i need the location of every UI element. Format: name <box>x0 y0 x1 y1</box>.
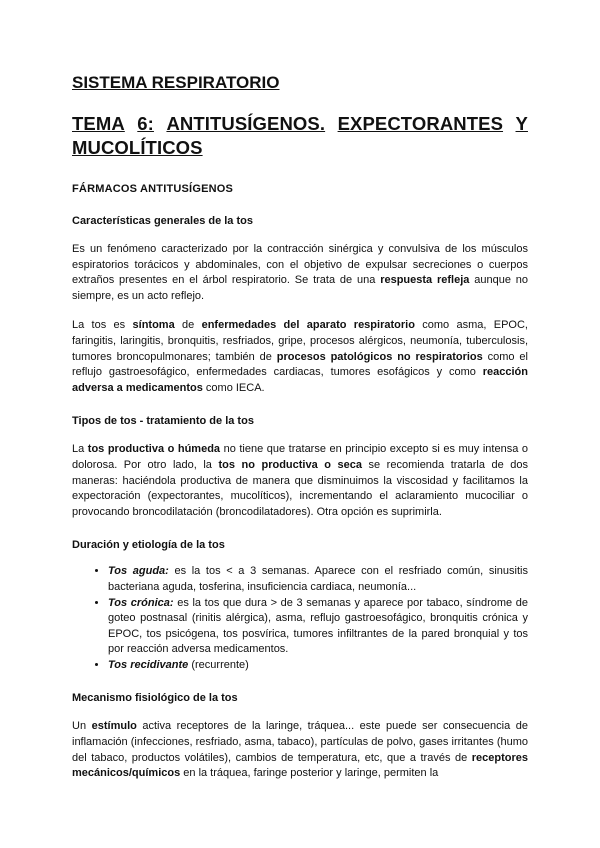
tema-heading <box>72 112 528 160</box>
tema-heading-line2: MUCOLÍTICOS <box>72 137 203 158</box>
text-run: se recomienda tratarla de dos maneras: haciéndola productiva de manera que disminuimos la viscosidad y facilitamos la expectoración (expectorantes, mucolíticos), incrementando el aclaramiento mucociliar o provocando broncodilatación (broncodilatadores). Otra opción es suprimirla. <box>72 458 528 518</box>
list-item-label: Tos recidivante <box>108 658 189 671</box>
paragraph-tipos <box>72 442 528 520</box>
section-heading: FÁRMACOS ANTITUSÍGENOS <box>72 183 234 195</box>
bold-run: enfermedades del aparato respiratorio <box>201 319 415 332</box>
bold-run: receptores mecánicos/químicos <box>72 751 528 780</box>
text-run: Es un fenómeno caracterizado por la contracción sinérgica y convulsiva de los músculos espiratorios torácicos y abdominales, con el objetivo de expulsar secreciones o cuerpos extraños presentes en el árbol respiratorio. Se trata de una <box>72 243 528 287</box>
subheading-mecanismo: Mecanismo fisiológico de la tos <box>72 692 238 705</box>
list-item-text: es la tos < a 3 semanas. Aparece con el resfriado común, sinusitis bacteriana aguda, tosferina, insuficiencia cardiaca, neumonía... <box>108 565 528 593</box>
tema-number: 6: <box>137 113 154 134</box>
bold-run: respuesta refleja <box>380 274 470 287</box>
text-run: aunque no siempre, es un acto reflejo. <box>72 274 529 302</box>
text-run: La tos es <box>72 319 133 332</box>
bold-run: síntoma <box>132 319 175 332</box>
tema-word: Y <box>515 113 528 134</box>
bold-run: procesos patológicos no respiratorios <box>276 350 483 363</box>
text-run: activa receptores de la laringe, tráquea... este puede ser consecuencia de inflamación (infecciones, resfriado, asma, tabaco), partículas de polvo, gases irritantes (humo del tabaco, productos volátiles), cambios de temperatura, etc, que a través de <box>72 720 528 764</box>
subheading-duracion: Duración y etiología de la tos <box>72 539 225 552</box>
tema-word: TEMA <box>72 113 125 134</box>
bold-run: estímulo <box>91 720 137 733</box>
paragraph-mecanismo <box>72 719 528 781</box>
tema-word: ANTITUSÍGENOS. <box>166 113 326 134</box>
list-item <box>108 564 528 595</box>
list-item-text: es la tos que dura > de 3 semanas y aparece por tabaco, síndrome de goteo postnasal (rinitis alérgica), asma, reflujo gastroesofágico, bronquitis crónica y EPOC, tos psicógena, tos posvírica, tumores infiltrantes de la pared bronquial y tos por reacción adversa medicamentos. <box>108 596 529 656</box>
tema-word: EXPECTORANTES <box>337 113 504 134</box>
list-item-label: Tos crónica: <box>108 596 174 609</box>
list-item <box>108 596 528 658</box>
text-run: como asma, EPOC, faringitis, laringitis, bronquitis, resfriados, gripe, procesos alérgicos, neumonía, tuberculosis, tumores broncopulmonares; también de <box>72 319 528 363</box>
bold-run: tos productiva o húmeda <box>87 443 221 456</box>
document-title: SISTEMA RESPIRATORIO <box>72 73 280 92</box>
text-run: de <box>174 319 202 332</box>
document-content <box>72 70 528 782</box>
subheading-tipos: Tipos de tos - tratamiento de la tos <box>72 415 254 428</box>
list-item <box>108 658 528 674</box>
text-run: como IECA. <box>202 381 265 394</box>
text-run: Un <box>72 720 92 733</box>
list-item-label: Tos aguda: <box>108 565 169 578</box>
text-run: en la tráquea, faringe posterior y laringe, permiten la <box>180 767 439 780</box>
text-run: no tiene que tratarse en principio excepto si es muy intensa o dolorosa. Por otro lado, la <box>72 443 528 471</box>
subheading-caracteristicas: Características generales de la tos <box>72 215 253 227</box>
list-item-text: (recurrente) <box>188 658 249 671</box>
bold-run: reacción adversa a medicamentos <box>72 366 528 394</box>
paragraph-definition <box>72 242 528 304</box>
paragraph-sintoma <box>72 318 528 396</box>
text-run: como el reflujo gastroesofágico, enfermedades cardiacas, tumores esofágicos y como <box>72 350 528 379</box>
duracion-list <box>72 564 528 673</box>
bold-run: tos no productiva o seca <box>218 458 362 471</box>
tema-heading-line1 <box>72 112 528 136</box>
text-run: La <box>72 443 88 456</box>
